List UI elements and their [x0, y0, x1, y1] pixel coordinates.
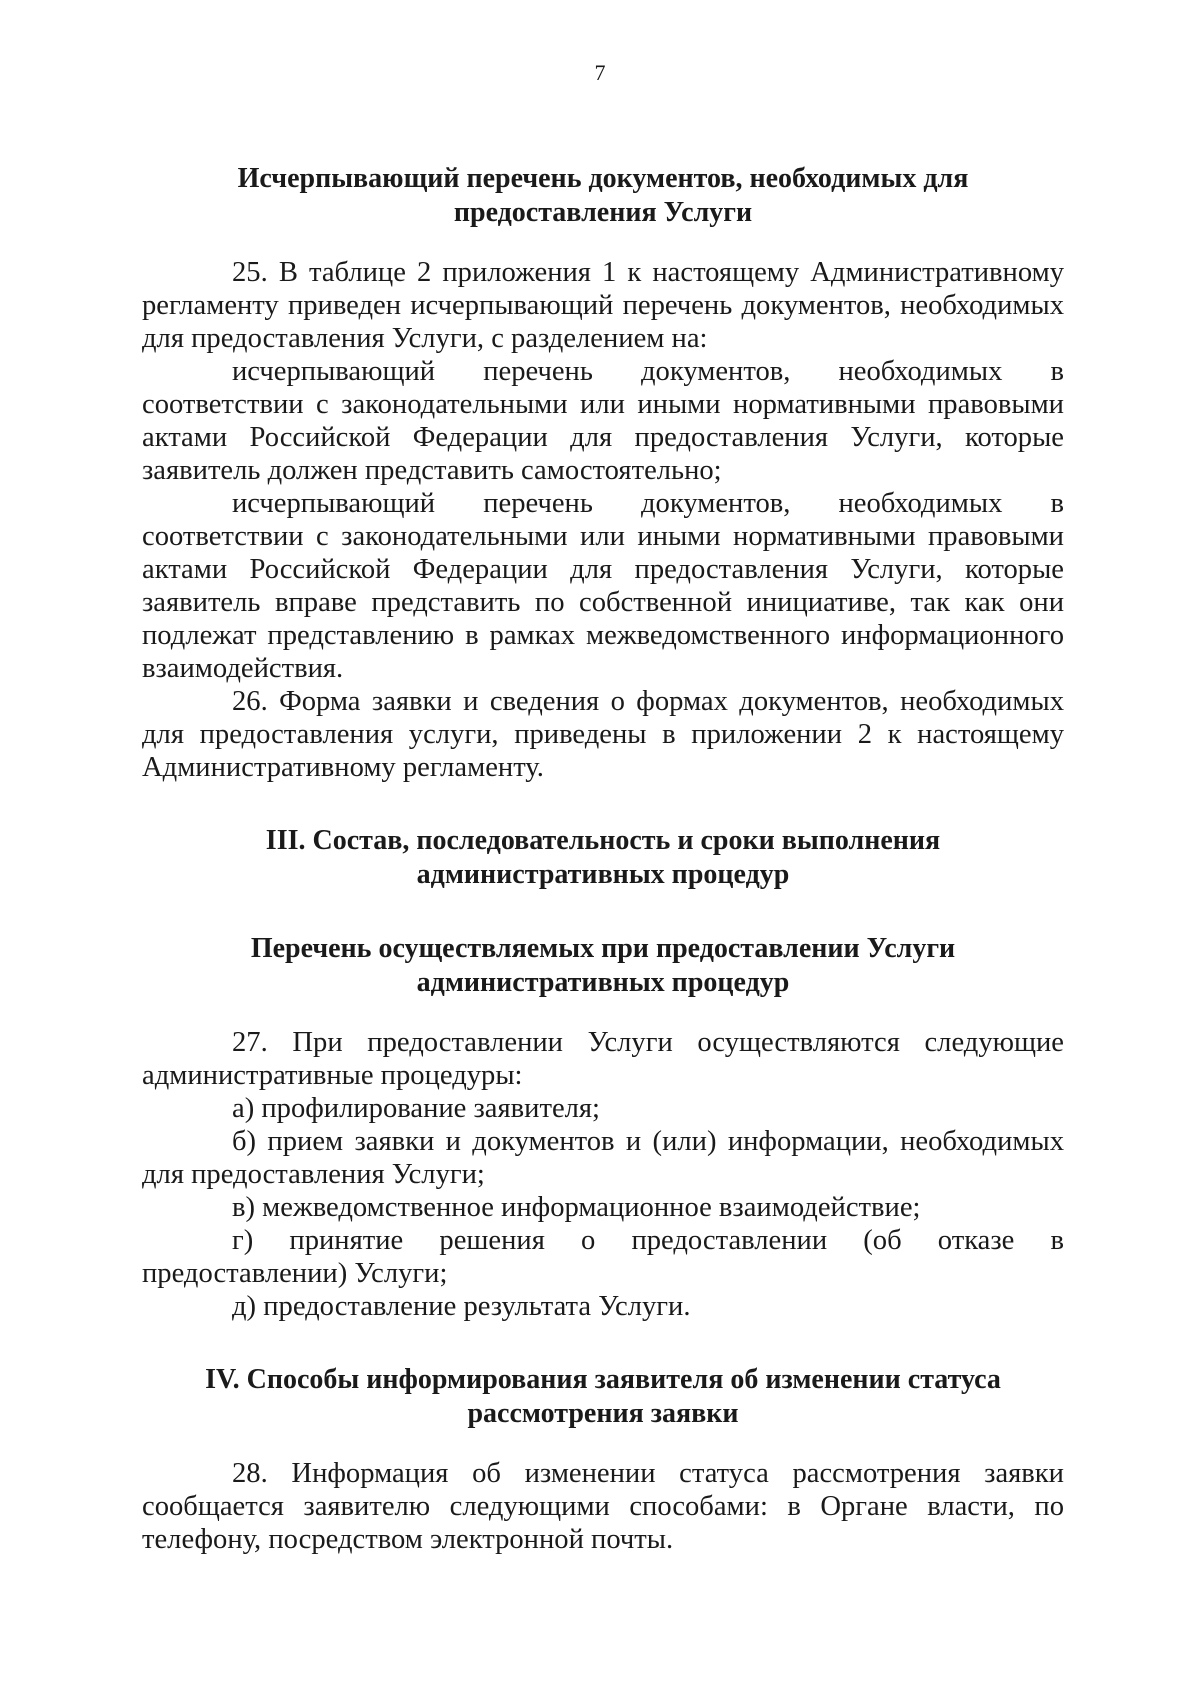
- heading-line: IV. Способы информирования заявителя об изменении статуса: [205, 1364, 1001, 1395]
- heading-line: административных процедур: [416, 967, 790, 998]
- section-heading-iv: [142, 1363, 1064, 1431]
- heading-line: предоставления Услуги: [453, 197, 753, 228]
- paragraph-26: 26. Форма заявки и сведения о формах документов, необходимых для предоставления услуги, приведены в приложении 2 к настоящему Административному регламенту.: [142, 686, 1064, 783]
- page-number: 7: [594, 60, 606, 85]
- paragraph-list-item: исчерпывающий перечень документов, необходимых в соответствии с законодательными или иными нормативными правовыми актами Российской Федерации для предоставления Услуги, которые заявитель вправе представить по собственной инициативе, так как они подлежат представлению в рамках межведомственного информационного взаимодействия.: [142, 488, 1064, 684]
- document-body: [142, 162, 1064, 1556]
- section-heading-documents-list: [142, 162, 1064, 230]
- list-item-a: а) профилирование заявителя;: [232, 1093, 601, 1124]
- paragraph-28: 28. Информация об изменении статуса рассмотрения заявки сообщается заявителю следующими способами: в Органе власти, по телефону, посредством электронной почты.: [142, 1458, 1064, 1555]
- heading-line: III. Состав, последовательность и сроки выполнения: [265, 825, 941, 856]
- list-item-g: г) принятие решения о предоставлении (об отказе в предоставлении) Услуги;: [142, 1225, 1064, 1289]
- paragraph-25: 25. В таблице 2 приложения 1 к настоящему Административному регламенту приведен исчерпывающий перечень документов, необходимых для предоставления Услуги, с разделением на:: [142, 257, 1064, 354]
- paragraph-27: 27. При предоставлении Услуги осуществляются следующие административные процедуры:: [142, 1027, 1064, 1091]
- paragraph-list-item: исчерпывающий перечень документов, необходимых в соответствии с законодательными или иными нормативными правовыми актами Российской Федерации для предоставления Услуги, которые заявитель должен представить самостоятельно;: [142, 356, 1064, 486]
- heading-line: Исчерпывающий перечень документов, необходимых для: [237, 163, 969, 194]
- heading-line: административных процедур: [416, 859, 790, 890]
- heading-line: Перечень осуществляемых при предоставлении Услуги: [250, 933, 956, 964]
- list-item-d: д) предоставление результата Услуги.: [232, 1291, 691, 1322]
- subsection-heading-procedures: [142, 932, 1064, 1000]
- list-item-b: б) прием заявки и документов и (или) информации, необходимых для предоставления Услуги;: [142, 1126, 1064, 1190]
- section-heading-iii: [142, 824, 1064, 892]
- heading-line: рассмотрения заявки: [467, 1398, 739, 1429]
- list-item-v: в) межведомственное информационное взаимодействие;: [232, 1192, 921, 1223]
